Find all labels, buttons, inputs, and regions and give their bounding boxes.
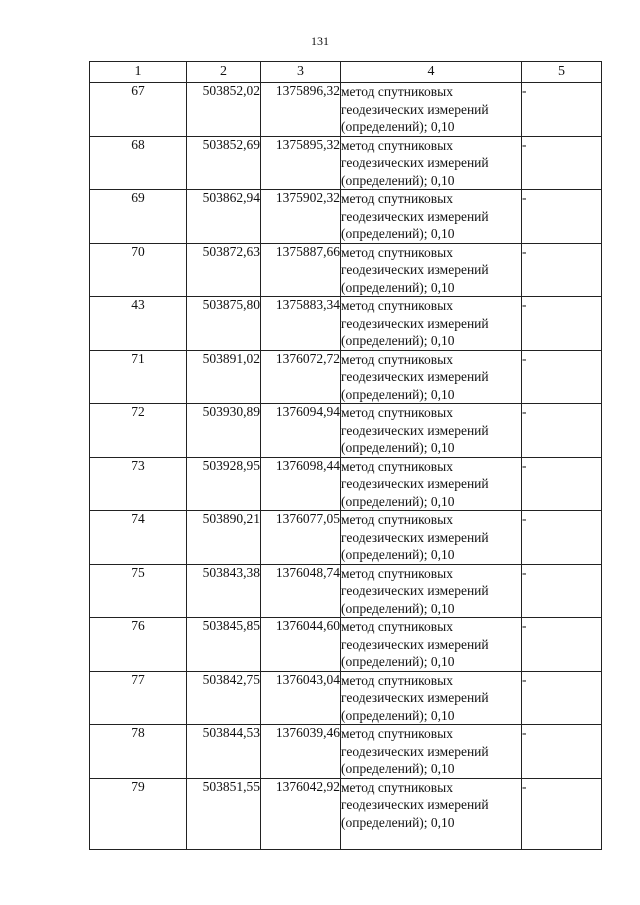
- coordinate-y-cell: 1376042,92: [261, 778, 341, 849]
- coordinate-x-cell: 503875,80: [187, 297, 261, 351]
- coordinate-y-cell: 1376072,72: [261, 350, 341, 404]
- method-accuracy-cell: метод спутниковых геодезических измерений (определений); 0,10: [341, 457, 522, 511]
- coordinate-y-cell: 1376048,74: [261, 564, 341, 618]
- note-cell: -: [522, 404, 602, 458]
- coordinate-y-cell: 1375895,32: [261, 136, 341, 190]
- coordinate-y-cell: 1375887,66: [261, 243, 341, 297]
- table-row: [90, 404, 602, 458]
- note-cell: -: [522, 243, 602, 297]
- table-row: [90, 243, 602, 297]
- table-row: [90, 83, 602, 137]
- coordinate-x-cell: 503842,75: [187, 671, 261, 725]
- point-number-cell: 76: [90, 618, 187, 672]
- coordinate-x-cell: 503844,53: [187, 725, 261, 779]
- coordinate-y-cell: 1375896,32: [261, 83, 341, 137]
- note-cell: -: [522, 725, 602, 779]
- point-number-cell: 68: [90, 136, 187, 190]
- point-number-cell: 77: [90, 671, 187, 725]
- coordinate-x-cell: 503891,02: [187, 350, 261, 404]
- table-row: [90, 618, 602, 672]
- note-cell: -: [522, 671, 602, 725]
- page-number: 131: [311, 34, 329, 48]
- coordinate-y-cell: 1375883,34: [261, 297, 341, 351]
- method-accuracy-cell: метод спутниковых геодезических измерений (определений); 0,10: [341, 297, 522, 351]
- note-cell: -: [522, 511, 602, 565]
- method-accuracy-cell: метод спутниковых геодезических измерений (определений); 0,10: [341, 778, 522, 849]
- note-cell: -: [522, 136, 602, 190]
- method-accuracy-cell: метод спутниковых геодезических измерений (определений); 0,10: [341, 404, 522, 458]
- point-number-cell: 43: [90, 297, 187, 351]
- note-cell: -: [522, 457, 602, 511]
- coordinate-x-cell: 503843,38: [187, 564, 261, 618]
- coordinate-x-cell: 503852,02: [187, 83, 261, 137]
- note-cell: -: [522, 564, 602, 618]
- method-accuracy-cell: метод спутниковых геодезических измерений (определений); 0,10: [341, 243, 522, 297]
- coordinate-x-cell: 503930,89: [187, 404, 261, 458]
- point-number-cell: 79: [90, 778, 187, 849]
- method-accuracy-cell: метод спутниковых геодезических измерений (определений); 0,10: [341, 564, 522, 618]
- point-number-cell: 73: [90, 457, 187, 511]
- method-accuracy-cell: метод спутниковых геодезических измерений (определений); 0,10: [341, 83, 522, 137]
- column-header: 3: [261, 62, 341, 83]
- coordinate-x-cell: 503928,95: [187, 457, 261, 511]
- coordinate-x-cell: 503851,55: [187, 778, 261, 849]
- point-number-cell: 75: [90, 564, 187, 618]
- note-cell: -: [522, 778, 602, 849]
- method-accuracy-cell: метод спутниковых геодезических измерений (определений); 0,10: [341, 190, 522, 244]
- coordinate-y-cell: 1376098,44: [261, 457, 341, 511]
- coordinate-y-cell: 1376039,46: [261, 725, 341, 779]
- point-number-cell: 78: [90, 725, 187, 779]
- method-accuracy-cell: метод спутниковых геодезических измерений (определений); 0,10: [341, 671, 522, 725]
- point-number-cell: 74: [90, 511, 187, 565]
- table-row: [90, 297, 602, 351]
- note-cell: -: [522, 350, 602, 404]
- table-row: [90, 350, 602, 404]
- column-header: 2: [187, 62, 261, 83]
- table-row: [90, 511, 602, 565]
- table-row: [90, 457, 602, 511]
- point-number-cell: 69: [90, 190, 187, 244]
- coordinate-x-cell: 503872,63: [187, 243, 261, 297]
- table-row: [90, 136, 602, 190]
- coordinate-x-cell: 503862,94: [187, 190, 261, 244]
- coordinate-y-cell: 1376094,94: [261, 404, 341, 458]
- method-accuracy-cell: метод спутниковых геодезических измерений (определений); 0,10: [341, 136, 522, 190]
- coordinate-x-cell: 503890,21: [187, 511, 261, 565]
- method-accuracy-cell: метод спутниковых геодезических измерений (определений); 0,10: [341, 618, 522, 672]
- coordinate-y-cell: 1376044,60: [261, 618, 341, 672]
- table-row: [90, 564, 602, 618]
- table-row: [90, 671, 602, 725]
- column-header: 1: [90, 62, 187, 83]
- point-number-cell: 70: [90, 243, 187, 297]
- column-header: 5: [522, 62, 602, 83]
- point-number-cell: 71: [90, 350, 187, 404]
- note-cell: -: [522, 190, 602, 244]
- coordinate-y-cell: 1376077,05: [261, 511, 341, 565]
- table-row: [90, 190, 602, 244]
- note-cell: -: [522, 618, 602, 672]
- column-header: 4: [341, 62, 522, 83]
- coordinate-y-cell: 1375902,32: [261, 190, 341, 244]
- table-row: [90, 778, 602, 849]
- coordinate-x-cell: 503845,85: [187, 618, 261, 672]
- note-cell: -: [522, 83, 602, 137]
- table-row: [90, 725, 602, 779]
- point-number-cell: 72: [90, 404, 187, 458]
- point-number-cell: 67: [90, 83, 187, 137]
- coordinate-y-cell: 1376043,04: [261, 671, 341, 725]
- coordinates-table: [89, 61, 602, 850]
- note-cell: -: [522, 297, 602, 351]
- method-accuracy-cell: метод спутниковых геодезических измерений (определений); 0,10: [341, 511, 522, 565]
- coordinate-x-cell: 503852,69: [187, 136, 261, 190]
- method-accuracy-cell: метод спутниковых геодезических измерений (определений); 0,10: [341, 725, 522, 779]
- method-accuracy-cell: метод спутниковых геодезических измерений (определений); 0,10: [341, 350, 522, 404]
- table-header-row: [90, 62, 602, 83]
